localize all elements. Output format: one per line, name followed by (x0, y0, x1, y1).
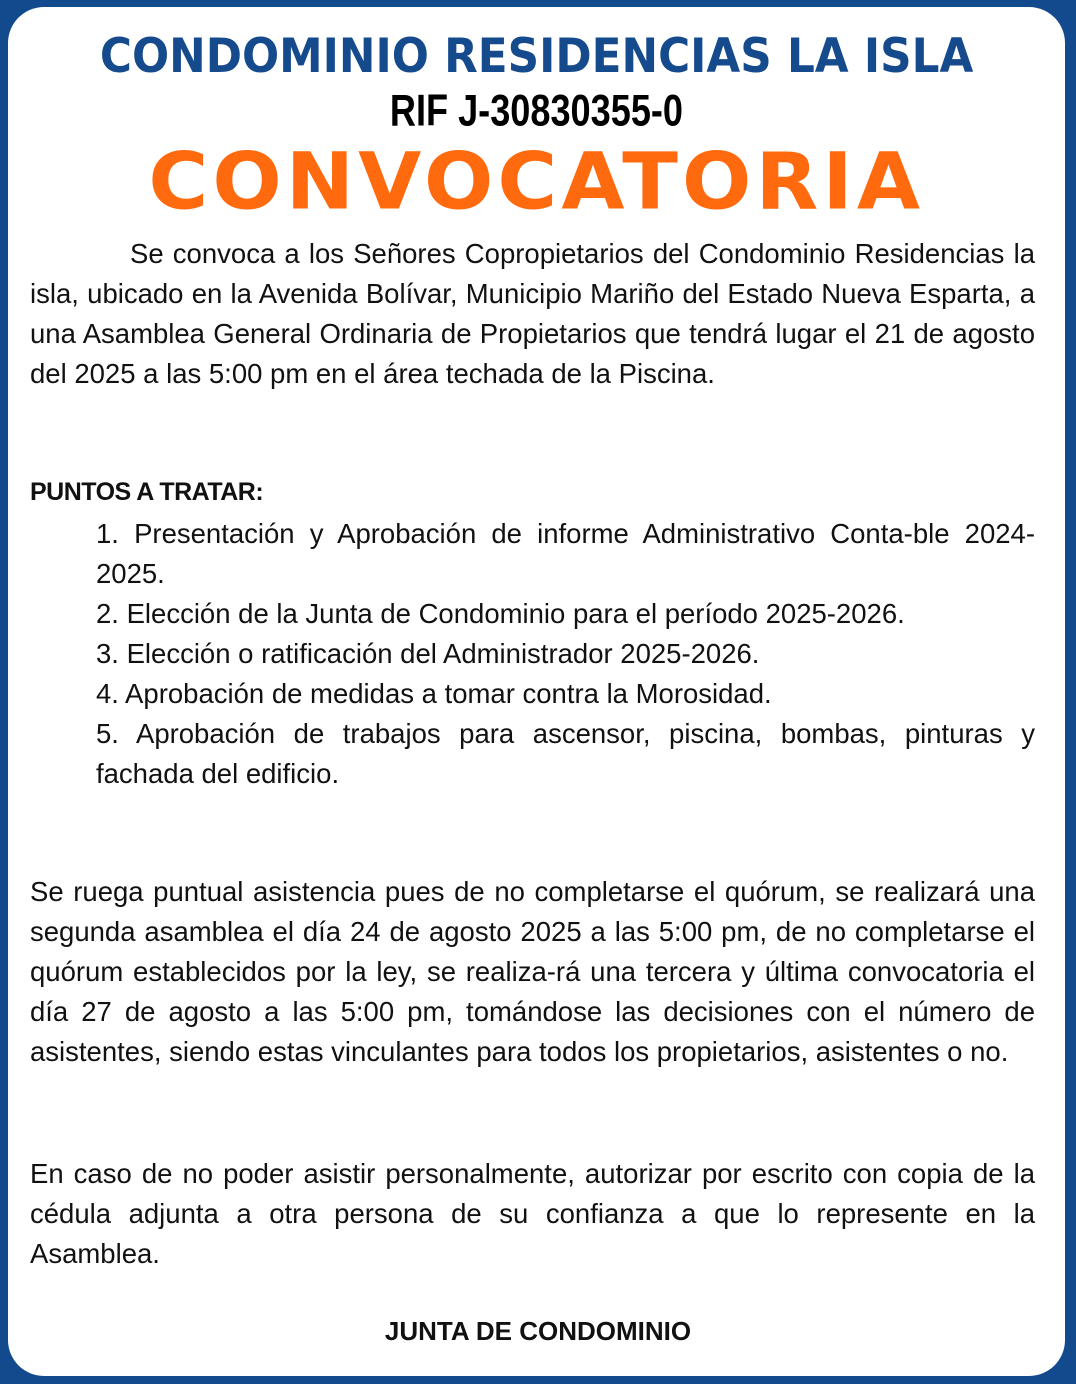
notice-title (8, 135, 1065, 228)
agenda-item: 4. Aprobación de medidas a tomar contra la Morosidad. (96, 678, 772, 709)
signature: JUNTA DE CONDOMINIO (384, 1316, 692, 1346)
agenda-item: 2. Elección de la Junta de Condominio para el período 2025-2026. (96, 598, 905, 629)
quorum-paragraph: Se ruega puntual asistencia pues de no completarse el quórum, se realizará una segunda asamblea el día 24 de agosto 2025 a las 5:00 pm, de no completarse el quórum establecidos por la ley, se realiza-rá una tercera y última convocatoria el día 27 de agosto a las 5:00 pm, tomándose las decisiones con el número de asistentes, siendo estas vinculantes para todos los propietarios, asistentes o no. (30, 876, 1035, 1067)
proxy-paragraph: En caso de no poder asistir personalmente, autorizar por escrito con copia de la cédula adjunta a otra persona de su confianza a que lo represente en la Asamblea. (30, 1158, 1035, 1269)
agenda-heading: PUNTOS A TRATAR: (30, 478, 264, 506)
agenda-item: 3. Elección o ratificación del Administrador 2025-2026. (96, 638, 760, 669)
intro-paragraph: Se convoca a los Señores Copropietarios del Condominio Residencias la isla, ubicado en la Avenida Bolívar, Municipio Mariño del Estado Nueva Esparta, a una Asamblea General Ordinaria de Propietarios que tendrá lugar el 21 de agosto del 2025 a las 5:00 pm en el área techada de la Piscina. (30, 238, 1035, 389)
agenda-list (96, 514, 1035, 794)
agenda-item: 1. Presentación y Aprobación de informe Administrativo Conta-ble 2024-2025. (96, 518, 1035, 589)
rif-number-text: RIF J-30830355-0 (389, 85, 684, 136)
organization-name (8, 29, 1065, 84)
organization-name-text: CONDOMINIO RESIDENCIAS LA ISLA (99, 29, 974, 84)
rif-number (8, 87, 1065, 135)
notice-title-text: CONVOCATORIA (148, 135, 925, 228)
agenda-item: 5. Aprobación de trabajos para ascensor, piscina, bombas, pinturas y fachada del edificio. (96, 718, 1035, 789)
